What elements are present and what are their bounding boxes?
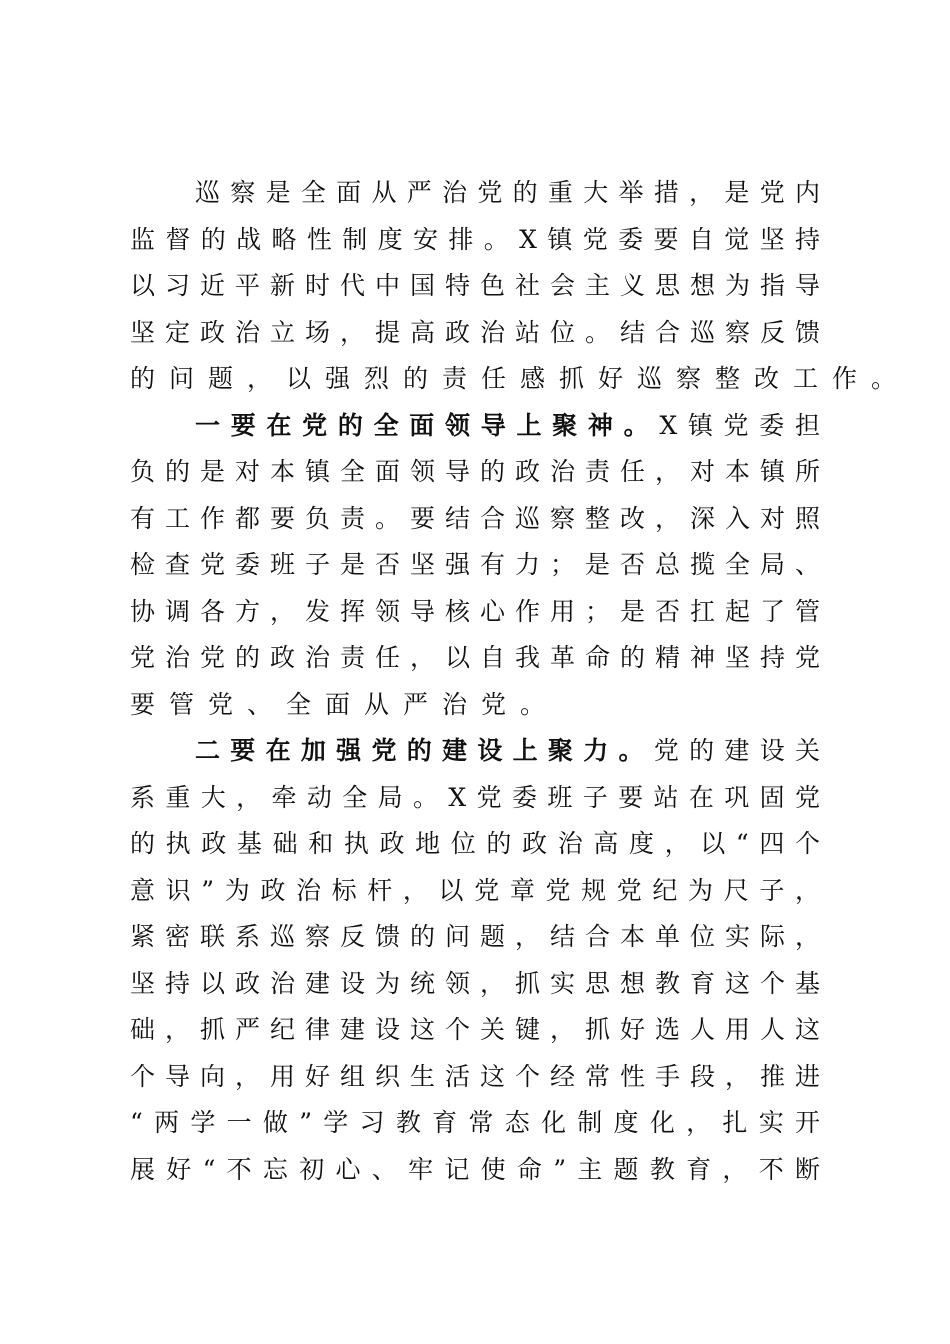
- text-line: 坚定政治立场，提高政治站位。结合巡察反馈: [130, 317, 820, 347]
- document-page: [130, 170, 911, 1193]
- text-line: 的执政基础和执政地位的政治高度，以“四个: [130, 829, 820, 858]
- text-line: 巡察是全面从严治党的重大举措，是党内: [195, 178, 820, 207]
- text-line: 协调各方，发挥领导核心作用；是否扛起了管: [130, 596, 820, 626]
- text-line: 系重大，牵动全局。X党委班子要站在巩固党: [130, 782, 820, 812]
- text-line: 意识”为政治标杆，以党章党规党纪为尺子，: [130, 875, 820, 905]
- text-line: 检查党委班子是否坚强有力；是否总揽全局、: [130, 550, 820, 579]
- paragraph-intro: [130, 170, 911, 403]
- text-line: 础，抓严纪律建设这个关键，抓好选人用人这: [130, 1015, 820, 1044]
- text-line: 负的是对本镇全面领导的政治责任，对本镇所: [130, 457, 820, 486]
- text-line: [130, 403, 820, 450]
- section-heading: 二要在加强党的建设上聚力。: [195, 736, 654, 765]
- text-line: 个导向，用好组织生活这个经常性手段，推进: [130, 1061, 820, 1091]
- heading-line-rest: 党的建设关: [653, 736, 820, 765]
- section-heading: 一要在党的全面领导上聚神。: [195, 410, 660, 440]
- text-line: 的问题，以强烈的责任感抓好巡察整改工作。: [130, 364, 911, 393]
- text-line: 坚持以政治建设为统领，抓实思想教育这个基: [130, 968, 820, 998]
- text-line: 监督的战略性制度安排。X镇党委要自觉坚持: [130, 224, 820, 254]
- text-line: “两学一做”学习教育常态化制度化，扎实开: [130, 1108, 820, 1137]
- text-line: 以习近平新时代中国特色社会主义思想为指导: [130, 271, 820, 300]
- text-line: 党治党的政治责任，以自我革命的精神坚持党: [130, 643, 820, 672]
- text-line: 紧密联系巡察反馈的问题，结合本单位实际，: [130, 922, 820, 951]
- paragraph-leadership: [130, 403, 820, 729]
- text-line: 要管党、全面从严治党。: [130, 689, 560, 719]
- text-line: 有工作都要负责。要结合巡察整改，深入对照: [130, 503, 820, 533]
- text-line: 展好“不忘初心、牢记使命”主题教育，不断: [130, 1154, 820, 1184]
- heading-line-rest: X镇党委担: [659, 410, 820, 440]
- text-line: [130, 728, 820, 775]
- paragraph-party-building: [130, 728, 820, 1193]
